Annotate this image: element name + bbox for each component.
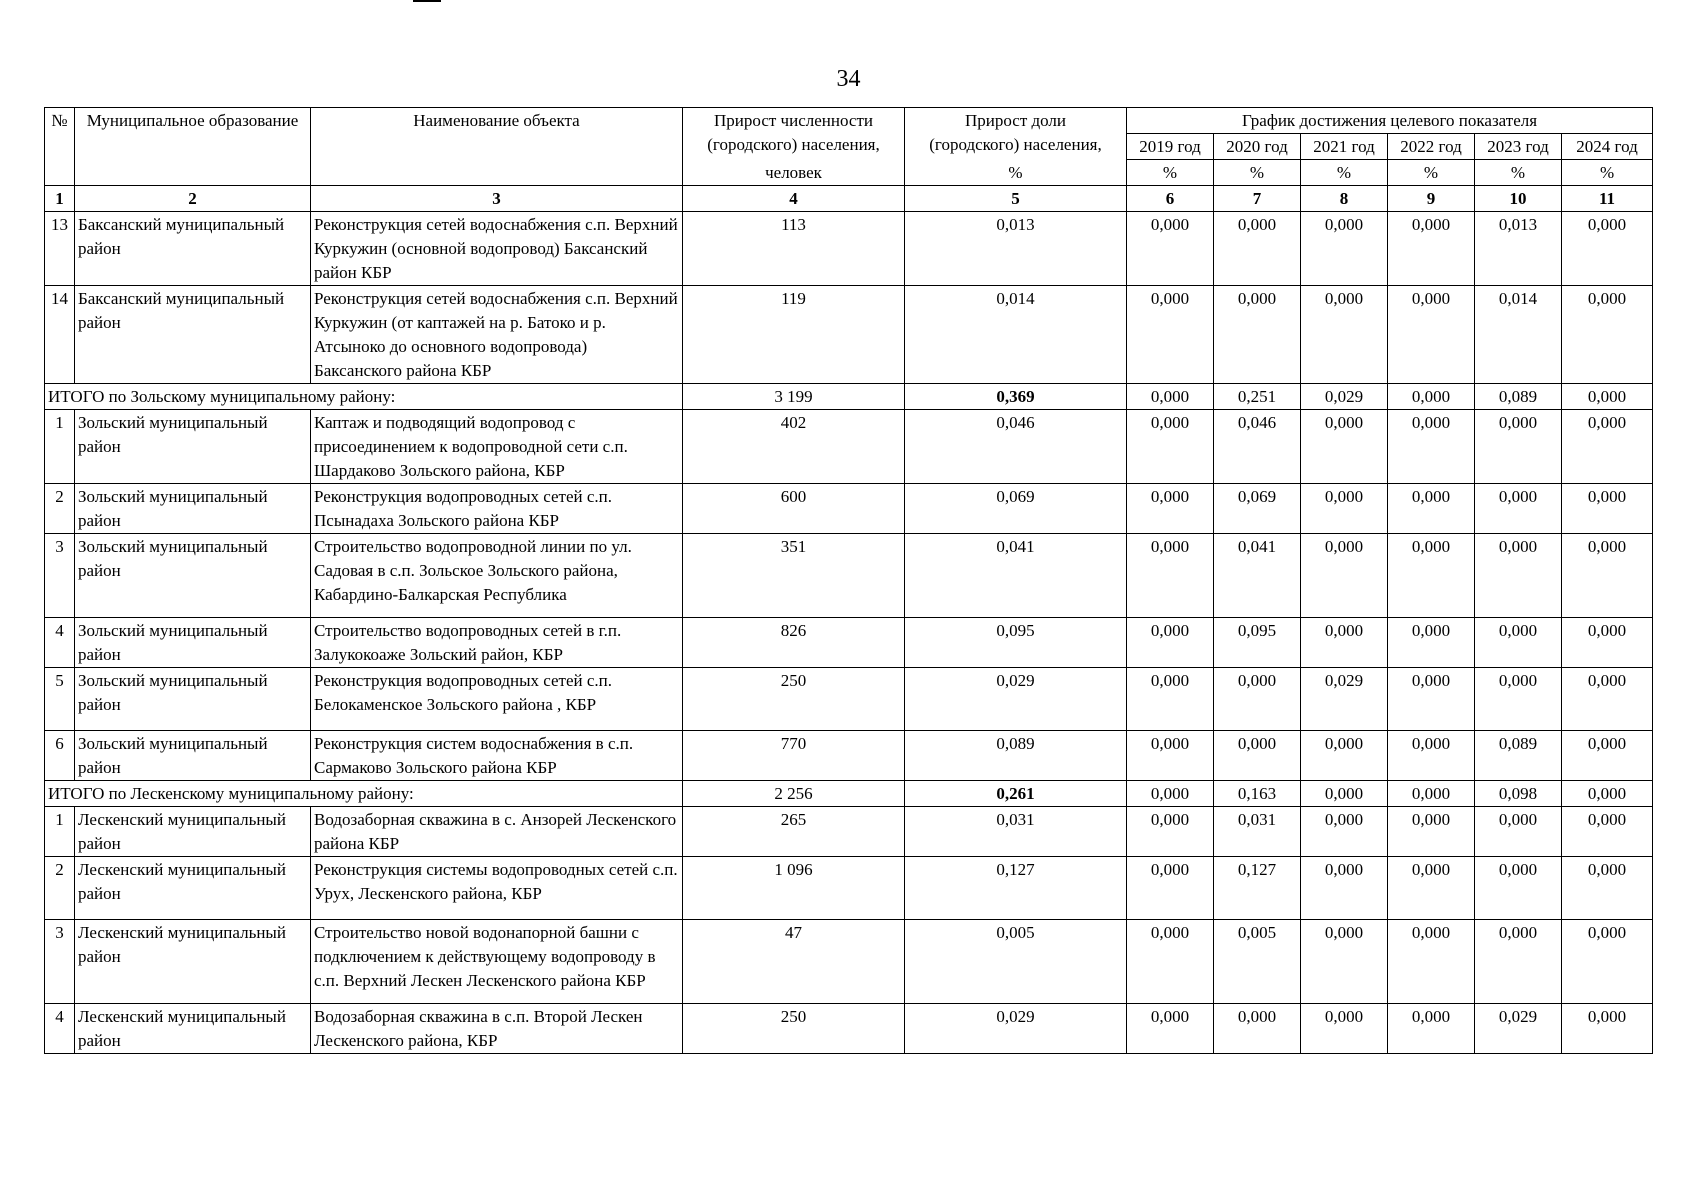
row-number: 3	[45, 920, 75, 1004]
year-value-1: 0,000	[1127, 668, 1214, 731]
year-value-6: 0,000	[1562, 1004, 1653, 1054]
share-growth: 0,014	[905, 286, 1127, 384]
table-row	[45, 212, 1653, 286]
year-value-1: 0,000	[1127, 618, 1214, 668]
total-row	[45, 781, 1653, 807]
year-value-5: 0,000	[1475, 534, 1562, 618]
year-value-3: 0,029	[1301, 668, 1388, 731]
header-year-unit: %	[1127, 160, 1214, 186]
year-value-1: 0,000	[1127, 920, 1214, 1004]
year-value-2: 0,046	[1214, 410, 1301, 484]
table-row	[45, 286, 1653, 384]
header-pop-growth	[683, 108, 905, 160]
object-name: Строительство новой водонапорной башни с подключением к действующему водопроводу в с.п. Верхний Лескен Лескенского района КБР	[311, 920, 683, 1004]
object-name: Каптаж и подводящий водопровод с присоединением к водопроводной сети с.п. Шардаково Зольского района, КБР	[311, 410, 683, 484]
year-value-2: 0,163	[1214, 781, 1301, 807]
population-growth: 113	[683, 212, 905, 286]
year-value-3: 0,000	[1301, 618, 1388, 668]
year-value-3: 0,000	[1301, 484, 1388, 534]
table-row	[45, 1004, 1653, 1054]
population-growth: 47	[683, 920, 905, 1004]
year-value-5: 0,000	[1475, 920, 1562, 1004]
header-municipality: Муниципальное образование	[75, 108, 311, 186]
year-value-4: 0,000	[1388, 1004, 1475, 1054]
population-growth: 600	[683, 484, 905, 534]
year-value-4: 0,000	[1388, 668, 1475, 731]
population-growth: 265	[683, 807, 905, 857]
share-growth: 0,029	[905, 668, 1127, 731]
column-number: 11	[1562, 186, 1653, 212]
object-name: Реконструкция водопроводных сетей с.п. Белокаменское Зольского района , КБР	[311, 668, 683, 731]
year-value-2: 0,069	[1214, 484, 1301, 534]
year-value-5: 0,098	[1475, 781, 1562, 807]
header-schedule: График достижения целевого показателя	[1127, 108, 1653, 134]
total-label: ИТОГО по Зольскому муниципальному району:	[45, 384, 683, 410]
year-value-6: 0,000	[1562, 807, 1653, 857]
row-number: 2	[45, 484, 75, 534]
year-value-1: 0,000	[1127, 484, 1214, 534]
population-growth: 2 256	[683, 781, 905, 807]
table-row	[45, 920, 1653, 1004]
year-value-2: 0,251	[1214, 384, 1301, 410]
population-growth: 1 096	[683, 857, 905, 920]
share-growth: 0,127	[905, 857, 1127, 920]
municipality: Зольский муниципальный район	[75, 618, 311, 668]
header-year-unit: %	[1214, 160, 1301, 186]
row-number: 1	[45, 410, 75, 484]
year-value-2: 0,000	[1214, 286, 1301, 384]
year-value-1: 0,000	[1127, 857, 1214, 920]
column-number: 9	[1388, 186, 1475, 212]
year-value-6: 0,000	[1562, 781, 1653, 807]
header-share-growth-line2: (городского) населения,	[929, 135, 1102, 154]
header-pop-growth-line2: (городского) населения,	[707, 135, 880, 154]
header-year-unit: %	[1475, 160, 1562, 186]
year-value-3: 0,000	[1301, 410, 1388, 484]
year-value-5: 0,013	[1475, 212, 1562, 286]
year-value-6: 0,000	[1562, 731, 1653, 781]
population-growth: 119	[683, 286, 905, 384]
year-value-5: 0,014	[1475, 286, 1562, 384]
year-value-3: 0,000	[1301, 731, 1388, 781]
year-value-4: 0,000	[1388, 286, 1475, 384]
header-pop-growth-unit: человек	[683, 160, 905, 186]
share-growth: 0,095	[905, 618, 1127, 668]
year-value-5: 0,000	[1475, 857, 1562, 920]
column-number: 3	[311, 186, 683, 212]
row-number: 3	[45, 534, 75, 618]
year-value-1: 0,000	[1127, 410, 1214, 484]
population-growth: 826	[683, 618, 905, 668]
header-no: №	[45, 108, 75, 186]
header-year-unit: %	[1388, 160, 1475, 186]
year-value-5: 0,000	[1475, 484, 1562, 534]
municipality: Зольский муниципальный район	[75, 668, 311, 731]
year-value-6: 0,000	[1562, 534, 1653, 618]
header-share-growth-line1: Прирост доли	[964, 111, 1067, 130]
column-number: 6	[1127, 186, 1214, 212]
year-value-2: 0,000	[1214, 212, 1301, 286]
row-number: 4	[45, 1004, 75, 1054]
year-value-2: 0,095	[1214, 618, 1301, 668]
object-name: Водозаборная скважина в с. Анзорей Лескенского района КБР	[311, 807, 683, 857]
year-value-3: 0,000	[1301, 807, 1388, 857]
table-row	[45, 807, 1653, 857]
year-value-4: 0,000	[1388, 410, 1475, 484]
object-name: Реконструкция сетей водоснабжения с.п. Верхний Куркужин (от каптажей на р. Батоко и р. Атсыноко до основного водопровода) Баксанского района КБР	[311, 286, 683, 384]
year-value-6: 0,000	[1562, 286, 1653, 384]
municipality: Баксанский муниципальный район	[75, 212, 311, 286]
year-value-6: 0,000	[1562, 920, 1653, 1004]
year-value-4: 0,000	[1388, 731, 1475, 781]
year-value-3: 0,000	[1301, 286, 1388, 384]
population-growth: 351	[683, 534, 905, 618]
year-value-6: 0,000	[1562, 212, 1653, 286]
year-value-1: 0,000	[1127, 1004, 1214, 1054]
column-number: 5	[905, 186, 1127, 212]
population-growth: 250	[683, 668, 905, 731]
object-name: Реконструкция системы водопроводных сетей с.п. Урух, Лескенского района, КБР	[311, 857, 683, 920]
share-growth: 0,261	[905, 781, 1127, 807]
year-value-5: 0,000	[1475, 807, 1562, 857]
year-value-4: 0,000	[1388, 618, 1475, 668]
year-value-2: 0,000	[1214, 731, 1301, 781]
share-growth: 0,029	[905, 1004, 1127, 1054]
table-row	[45, 857, 1653, 920]
year-value-6: 0,000	[1562, 384, 1653, 410]
header-share-growth-unit: %	[905, 160, 1127, 186]
total-label: ИТОГО по Лескенскому муниципальному району:	[45, 781, 683, 807]
object-name: Реконструкция водопроводных сетей с.п. Псынадаха Зольского района КБР	[311, 484, 683, 534]
year-value-1: 0,000	[1127, 384, 1214, 410]
year-value-2: 0,127	[1214, 857, 1301, 920]
year-value-5: 0,000	[1475, 410, 1562, 484]
share-growth: 0,005	[905, 920, 1127, 1004]
share-growth: 0,069	[905, 484, 1127, 534]
year-value-4: 0,000	[1388, 384, 1475, 410]
year-value-6: 0,000	[1562, 410, 1653, 484]
table-row	[45, 618, 1653, 668]
header-year-3: 2021 год	[1301, 134, 1388, 160]
municipality: Лескенский муниципальный район	[75, 807, 311, 857]
municipality: Баксанский муниципальный район	[75, 286, 311, 384]
year-value-5: 0,089	[1475, 731, 1562, 781]
municipality: Лескенский муниципальный район	[75, 857, 311, 920]
object-name: Строительство водопроводных сетей в г.п. Залукокоаже Зольский район, КБР	[311, 618, 683, 668]
year-value-4: 0,000	[1388, 534, 1475, 618]
population-growth: 250	[683, 1004, 905, 1054]
header-year-4: 2022 год	[1388, 134, 1475, 160]
municipality: Зольский муниципальный район	[75, 484, 311, 534]
year-value-4: 0,000	[1388, 920, 1475, 1004]
column-number: 8	[1301, 186, 1388, 212]
year-value-2: 0,041	[1214, 534, 1301, 618]
year-value-3: 0,000	[1301, 1004, 1388, 1054]
header-share-growth	[905, 108, 1127, 160]
share-growth: 0,046	[905, 410, 1127, 484]
column-number: 1	[45, 186, 75, 212]
table-row	[45, 731, 1653, 781]
municipality: Зольский муниципальный район	[75, 731, 311, 781]
year-value-2: 0,000	[1214, 668, 1301, 731]
share-growth: 0,031	[905, 807, 1127, 857]
year-value-3: 0,000	[1301, 534, 1388, 618]
year-value-2: 0,005	[1214, 920, 1301, 1004]
row-number: 1	[45, 807, 75, 857]
year-value-3: 0,000	[1301, 920, 1388, 1004]
year-value-1: 0,000	[1127, 212, 1214, 286]
row-number: 6	[45, 731, 75, 781]
column-number: 2	[75, 186, 311, 212]
table-row	[45, 410, 1653, 484]
year-value-1: 0,000	[1127, 286, 1214, 384]
column-number: 7	[1214, 186, 1301, 212]
year-value-4: 0,000	[1388, 212, 1475, 286]
year-value-4: 0,000	[1388, 857, 1475, 920]
share-growth: 0,013	[905, 212, 1127, 286]
municipality: Лескенский муниципальный район	[75, 1004, 311, 1054]
year-value-6: 0,000	[1562, 618, 1653, 668]
object-name: Водозаборная скважина в с.п. Второй Лескен Лескенского района, КБР	[311, 1004, 683, 1054]
column-number: 10	[1475, 186, 1562, 212]
row-number: 2	[45, 857, 75, 920]
row-number: 5	[45, 668, 75, 731]
table-row	[45, 484, 1653, 534]
scan-mark	[413, 0, 441, 2]
column-number: 4	[683, 186, 905, 212]
municipality: Зольский муниципальный район	[75, 410, 311, 484]
year-value-4: 0,000	[1388, 807, 1475, 857]
year-value-1: 0,000	[1127, 534, 1214, 618]
municipality: Лескенский муниципальный район	[75, 920, 311, 1004]
year-value-5: 0,000	[1475, 668, 1562, 731]
year-value-3: 0,029	[1301, 384, 1388, 410]
row-number: 4	[45, 618, 75, 668]
header-year-2: 2020 год	[1214, 134, 1301, 160]
row-number: 14	[45, 286, 75, 384]
share-growth: 0,041	[905, 534, 1127, 618]
year-value-5: 0,000	[1475, 618, 1562, 668]
header-pop-growth-line1: Прирост численности	[714, 111, 873, 130]
header-year-unit: %	[1562, 160, 1653, 186]
object-name: Реконструкция систем водоснабжения в с.п. Сармаково Зольского района КБР	[311, 731, 683, 781]
year-value-6: 0,000	[1562, 484, 1653, 534]
population-growth: 3 199	[683, 384, 905, 410]
year-value-2: 0,000	[1214, 1004, 1301, 1054]
year-value-1: 0,000	[1127, 781, 1214, 807]
header-year-5: 2023 год	[1475, 134, 1562, 160]
year-value-6: 0,000	[1562, 668, 1653, 731]
year-value-4: 0,000	[1388, 484, 1475, 534]
object-name: Реконструкция сетей водоснабжения с.п. Верхний Куркужин (основной водопровод) Баксанский район КБР	[311, 212, 683, 286]
year-value-3: 0,000	[1301, 212, 1388, 286]
year-value-6: 0,000	[1562, 857, 1653, 920]
total-row	[45, 384, 1653, 410]
table-row	[45, 668, 1653, 731]
year-value-1: 0,000	[1127, 731, 1214, 781]
municipality: Зольский муниципальный район	[75, 534, 311, 618]
year-value-5: 0,029	[1475, 1004, 1562, 1054]
year-value-3: 0,000	[1301, 857, 1388, 920]
object-name: Строительство водопроводной линии по ул. Садовая в с.п. Зольское Зольского района, Кабардино-Балкарская Республика	[311, 534, 683, 618]
page-number: 34	[836, 66, 861, 92]
year-value-4: 0,000	[1388, 781, 1475, 807]
table-row	[45, 534, 1653, 618]
year-value-1: 0,000	[1127, 807, 1214, 857]
share-growth: 0,369	[905, 384, 1127, 410]
row-number: 13	[45, 212, 75, 286]
header-year-6: 2024 год	[1562, 134, 1653, 160]
share-growth: 0,089	[905, 731, 1127, 781]
year-value-3: 0,000	[1301, 781, 1388, 807]
year-value-5: 0,089	[1475, 384, 1562, 410]
header-object: Наименование объекта	[311, 108, 683, 186]
year-value-2: 0,031	[1214, 807, 1301, 857]
header-year-1: 2019 год	[1127, 134, 1214, 160]
population-growth: 402	[683, 410, 905, 484]
population-growth: 770	[683, 731, 905, 781]
data-table	[44, 107, 1653, 1054]
header-year-unit: %	[1301, 160, 1388, 186]
